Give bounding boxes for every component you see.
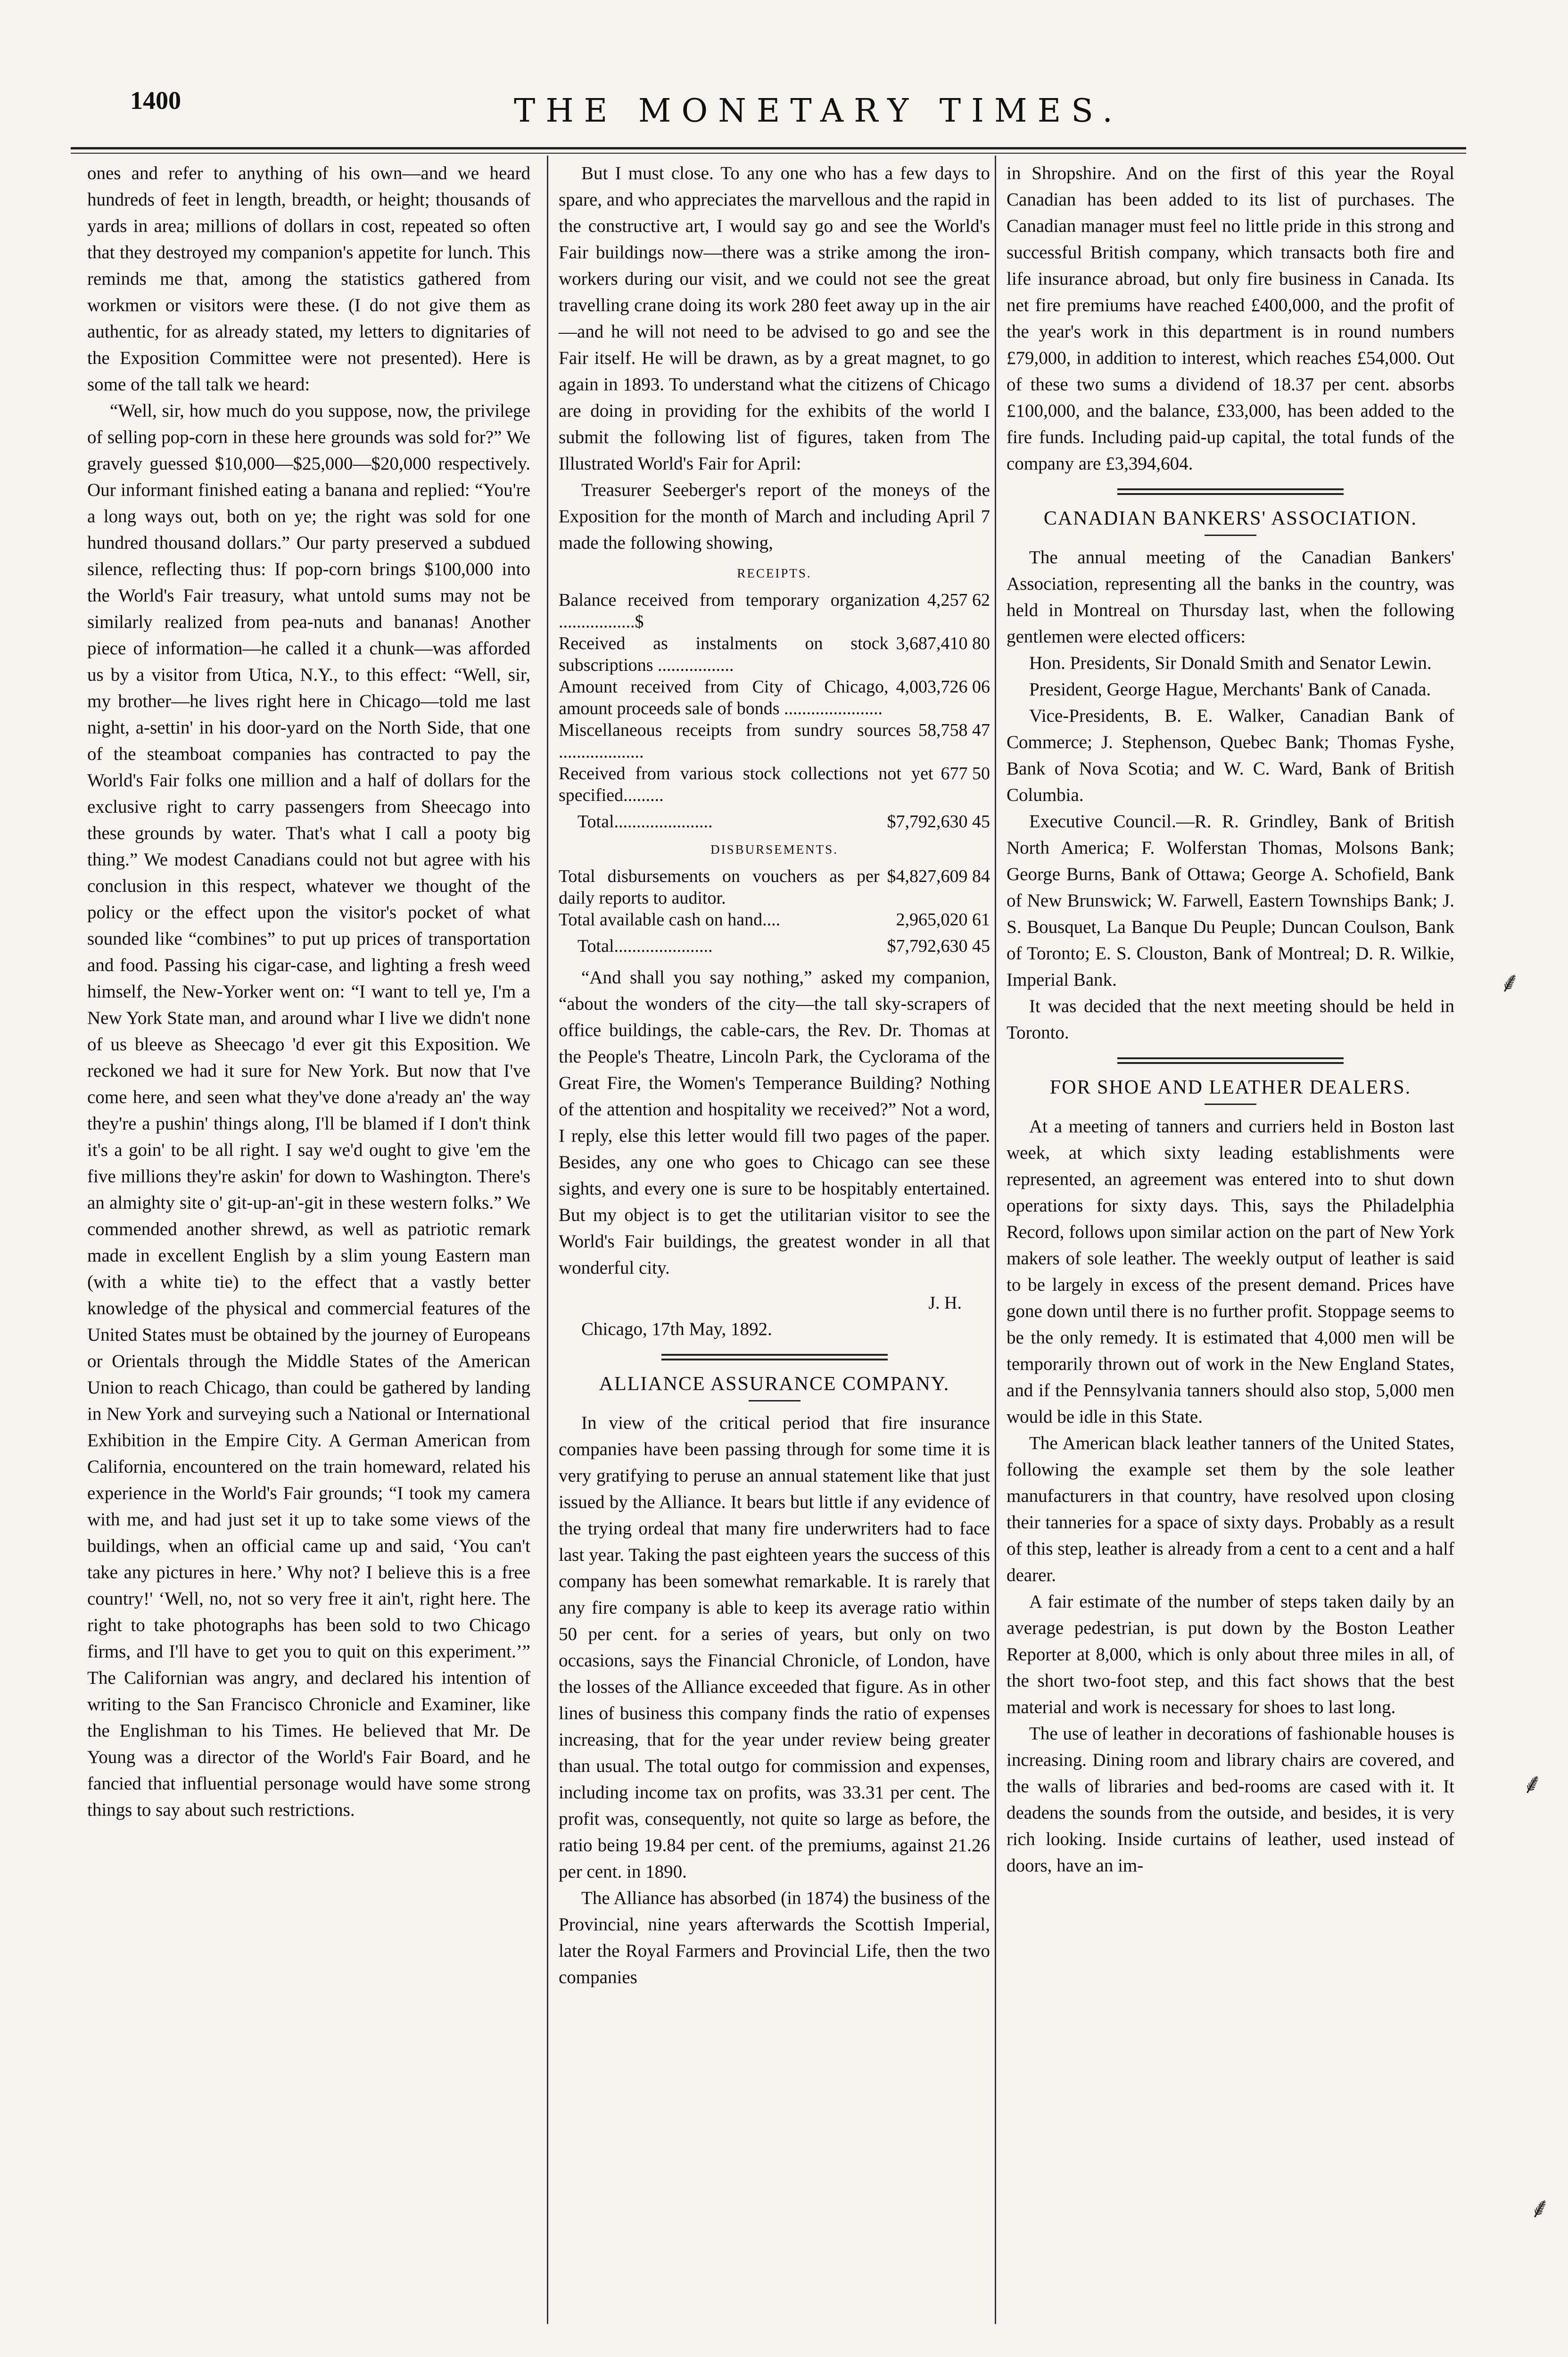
ledger-row [559,719,990,763]
ledger-row [559,633,990,676]
section-divider [1117,1057,1344,1064]
ledger-amount: 2,965,020 61 [896,910,990,930]
ledger-amount: 58,758 47 [918,720,990,740]
margin-mark: ⸙ [1529,2192,1551,2224]
heading-rule [749,1400,801,1401]
dateline: Chicago, 17th May, 1892. [581,1319,772,1339]
article-paragraph: A fair estimate of the number of steps taken daily by an average pedestrian, is put down by the Boston Leather Reporter at 8,000, which is only about three miles in all, of the short two-foot step, and this fact shows that the best material and work is necessary for shoes to last long. [1007,1591,1454,1717]
article-paragraph: Executive Council.—R. R. Grindley, Bank of British North America; F. Wolferstan Thomas, Molsons Bank; George Burns, Bank of Ottawa; George A. Schofield, Bank of New Brunswick; W. Farwell, Eastern Townships Bank; J. S. Bousquet, La Banque Du Peuple; Duncan Coulson, Bank of Toronto; E. S. Clouston, Bank of Montreal; D. R. Wilkie, Imperial Bank. [1007,811,1454,990]
margin-mark: ⸙ [1499,967,1520,998]
receipts-label: RECEIPTS. [737,566,812,580]
heading-rule [1205,1104,1256,1105]
article-paragraph: It was decided that the next meeting should be held in Toronto. [1007,996,1454,1043]
article-paragraph: In view of the critical period that fire insurance companies have been passing through for some time it is very gratifying to peruse an annual statement like that just issued by the Alliance. It bears but little if any evidence of the trying ordeal that many fire underwriters had to face last year. Taking the past eighteen years the success of this company has been somewhat remarkable. It is rarely that any fire company is able to keep its average ratio within 50 per cent. for a series of years, but only on two occasions, says the Financial Chronicle, of London, have the losses of the Alliance exceeded that figure. As in other lines of business this company finds the ratio of expenses increasing, that for the year under review being greater than usual. The total outgo for commission and expenses, including income tax on profits, was 33.31 per cent. The profit was, consequently, not quite so large as before, the ratio being 19.84 per cent. of the premiums, against 21.26 per cent. in 1890. [559,1413,990,1882]
ledger-amount: 4,257 62 [927,590,990,610]
receipts-table [559,589,990,832]
page-number: 1400 [130,86,181,115]
disbursements-label: DISBURSEMENTS. [710,842,838,857]
column-right [1007,160,1454,1879]
ledger-row [559,811,990,832]
ledger-row [559,935,990,957]
ledger-row [559,909,990,931]
ledger-row [559,589,990,633]
header-rule [71,147,1466,149]
bankers-article [1007,544,1454,1046]
article-paragraph: Hon. Presidents, Sir Donald Smith and Senator Lewin. [1029,653,1432,673]
ledger-label: Miscellaneous receipts from sundry sources ................... [559,720,911,762]
article-paragraph: The Alliance has absorbed (in 1874) the business of the Provincial, nine years afterwards the Scottish Imperial, later the Royal Farmers and Provincial Life, then the two companies [559,1888,990,1987]
ledger-row [559,676,990,719]
ledger-label: Balance received from temporary organization .................$ [559,590,920,632]
article-paragraph: Vice-Presidents, B. E. Walker, Canadian Bank of Commerce; J. Stephenson, Quebec Bank; Thomas Fyshe, Bank of Nova Scotia; and W. C. Ward, Bank of British Columbia. [1007,706,1454,805]
ledger-label: Amount received from City of Chicago, amount proceeds sale of bonds ...................... [559,677,889,718]
ledger-amount: 3,687,410 80 [896,634,990,653]
ledger-label: Total disbursements on vouchers as per daily reports to auditor. [559,866,880,908]
article-paragraph: ones and refer to anything of his own—and we heard hundreds of feet in length, breadth, or height; thousands of yards in area; millions of dollars in cost, repeated so often that they destroyed my companion's appetite for lunch. This reminds me that, among the statistics gathered from workmen or visitors were these. (I do not give them as authentic, for as already stated, my letters to dignitaries of the Exposition Committee were not presented). Here is some of the tall talk we heard: [87,163,530,395]
section-heading: FOR SHOE AND LEATHER DEALERS. [1049,1077,1411,1098]
section-heading: CANADIAN BANKERS' ASSOCIATION. [1043,508,1418,529]
ledger-label: Total...................... [578,936,713,956]
disbursements-table [559,865,990,957]
masthead-title: THE MONETARY TIMES. [514,92,1123,130]
article-paragraph: The annual meeting of the Canadian Bankers' Association, representing all the banks in the country, was held in Montreal on Thursday last, when the following gentlemen were elected officers: [1007,547,1454,647]
article-paragraph: At a meeting of tanners and curriers held in Boston last week, at which sixty leading establishments were represented, an agreement was entered into to shut down operations for sixty days. This, says the Philadelphia Record, follows upon similar action on the part of New York makers of sole leather. The weekly output of leather is said to be largely in excess of the present demand. Prices have gone down until there is no further profit. Stoppage seems to be the only remedy. It is estimated that 4,000 men will be temporarily thrown out of work in the New England States, and if the Pennsylvania tanners should also stop, 5,000 men would be idle in this State. [1007,1116,1454,1427]
ledger-label: Total available cash on hand.... [559,910,781,930]
ledger-row [559,865,990,909]
article-paragraph: The American black leather tanners of the United States, following the example set them by the sole leather manufacturers in that country, have resolved upon closing their tanneries for a space of sixty days. Probably as a result of this step, leather is already from a cent to a cent and a half dearer. [1007,1433,1454,1585]
section-heading: ALLIANCE ASSURANCE COMPANY. [599,1373,950,1395]
ledger-label: Received as instalments on stock subscriptions ................. [559,634,889,675]
section-divider [1117,488,1344,495]
section-divider [661,1354,888,1360]
article-paragraph: Treasurer Seeberger's report of the moneys of the Exposition for the month of March and including April 7 made the following showing, [559,480,990,553]
article-paragraph: “And shall you say nothing,” asked my companion, “about the wonders of the city—the tall sky-scrapers of office buildings, the cable-cars, the Rev. Dr. Thomas at the People's Theatre, Lincoln Park, the Cyclorama of the Great Fire, the Women's Temperance Building? Nothing of the attention and hospitality we received?” Not a word, I reply, else this letter would fill two pages of the paper. Besides, any one who goes to Chicago can see these sights, and every one is sure to be hospitably entertained. But my object is to get the utilitarian visitor to see the World's Fair buildings, the greatest wonder in all that wonderful city. [559,967,990,1278]
article-paragraph: The use of leather in decorations of fashionable houses is increasing. Dining room and library chairs are covered, and the walls of libraries and bed-rooms are cased with it. It deadens the sounds from the outside, and besides, it is very rich looking. Inside curtains of leather, used instead of doors, have an im- [1007,1723,1454,1876]
article-paragraph: “Well, sir, how much do you suppose, now, the privilege of selling pop-corn in these here grounds was sold for?” We gravely guessed $10,000—$25,000—$20,000 respectively. Our informant finished eating a banana and replied: “You're a long ways out, both on ye; the right was sold for one hundred thousand dollars.” Our party preserved a subdued silence, reflecting thus: If pop-corn brings $100,000 into the World's Fair treasury, what untold sums may not be similarly realized from pea-nuts and bananas! Another piece of information—he called it a chunk—was afforded us by a visitor from Utica, N.Y., to this effect: “Well, sir, my brother—he lives right here in Chicago—told me last night, a-settin' in his door-yard on the North Side, that one of the steamboat companies has contracted to pay the World's Fair folks one million and a half of dollars for the exclusive right to carry passengers from Sheecago into these grounds by water. That's what I call a pooty big thing.” We modest Canadians could not but agree with his conclusion in this respect, whatever we thought of the policy or the effect upon the visitor's pocket of what sounded like “combines” to put up prices of transportation and food. Passing his cigar-case, and lighting a fresh weed himself, the New-Yorker went on: “I want to tell ye, I'm a New York State man, and around whar I live we didn't none of us bleeve as Sheecago 'd ever git this Exposition. We reckoned we had it sure for New York. But now that I've come here, and seen what they've done a'ready an' the way they're a pushin' things along, I'll be blamed if I don't think it's a goin' to be all right. I say we'd ought to give 'em the five millions they're askin' for down to Washington. There's an almighty site o' git-up-an'-git in these western folks.” We commended another shrewd, as well as patriotic remark made in excellent English by a slim young Eastern man (with a white tie) to the effect that a vastly better knowledge of the physical and commercial features of the United States must be obtained by the journey of Europeans or Orientals through the Middle States of the American Union to reach Chicago, than could be gathered by landing in New York and surveying such a National or International Exhibition in the Empire City. A German American from California, encountered on the train homeward, related his experience in the World's Fair grounds; “I took my camera with me, and had just set it up to take some views of the buildings, when an official came up and said, ‘You can't take any pictures in here.’ Why not? I believe this is a free country!' ‘Well, no, not so very free it ain't, right here. The right to take photographs has been sold to two Chicago firms, and I'll have to get you to quit on this experiment.’” The Californian was angry, and declared his intention of writing to the San Francisco Chronicle and Examiner, like the Englishman to his Times. He believed that Mr. De Young was a director of the World's Fair Board, and he fancied that influential personage would have some strong things to say about such restrictions. [87,401,530,1820]
article-paragraph: in Shropshire. And on the first of this year the Royal Canadian has been added to its list of purchases. The Canadian manager must feel no little pride in this strong and successful British company, which transacts both fire and life insurance abroad, but only fire business in Canada. Its net fire premiums have reached £400,000, and the profit of the year's work in this department is in round numbers £79,000, in addition to interest, which reaches £54,000. Out of these two sums a dividend of 18.37 per cent. absorbs £100,000, and the balance, £33,000, has been added to the fire funds. Including paid-up capital, the total funds of the company are £3,394,604. [1007,163,1454,474]
ledger-amount: 677 50 [941,764,990,783]
ledger-amount: $7,792,630 45 [887,812,990,832]
header-rule-thin [71,153,1466,154]
ledger-label: Received from various stock collections not yet specified......... [559,764,933,805]
column-divider [995,156,996,2324]
signature: J. H. [928,1293,962,1313]
column-middle [547,160,990,1991]
column-left [87,160,530,1823]
article-paragraph: But I must close. To any one who has a few days to spare, and who appreciates the marvellous and the rapid in the constructive art, I would say go and see the World's Fair buildings now—there was a strike among the iron-workers during our visit, and we could not see the great travelling crane doing its work 280 feet away up in the air—and he will not need to be advised to go and see the Fair itself. He will be drawn, as by a great magnet, to go again in 1893. To understand what the citizens of Chicago are doing in providing for the exhibits of the world I submit the following list of figures, taken from The Illustrated World's Fair for April: [559,163,990,474]
ledger-amount: $4,827,609 84 [887,866,990,886]
article-paragraph: President, George Hague, Merchants' Bank of Canada. [1029,679,1431,700]
heading-rule [1205,535,1256,536]
ledger-amount: $7,792,630 45 [887,936,990,956]
shoe-article [1007,1113,1454,1879]
ledger-amount: 4,003,726 06 [896,677,990,697]
margin-mark: ⸙ [1522,1768,1543,1799]
ledger-row [559,763,990,806]
ledger-label: Total...................... [578,812,713,832]
